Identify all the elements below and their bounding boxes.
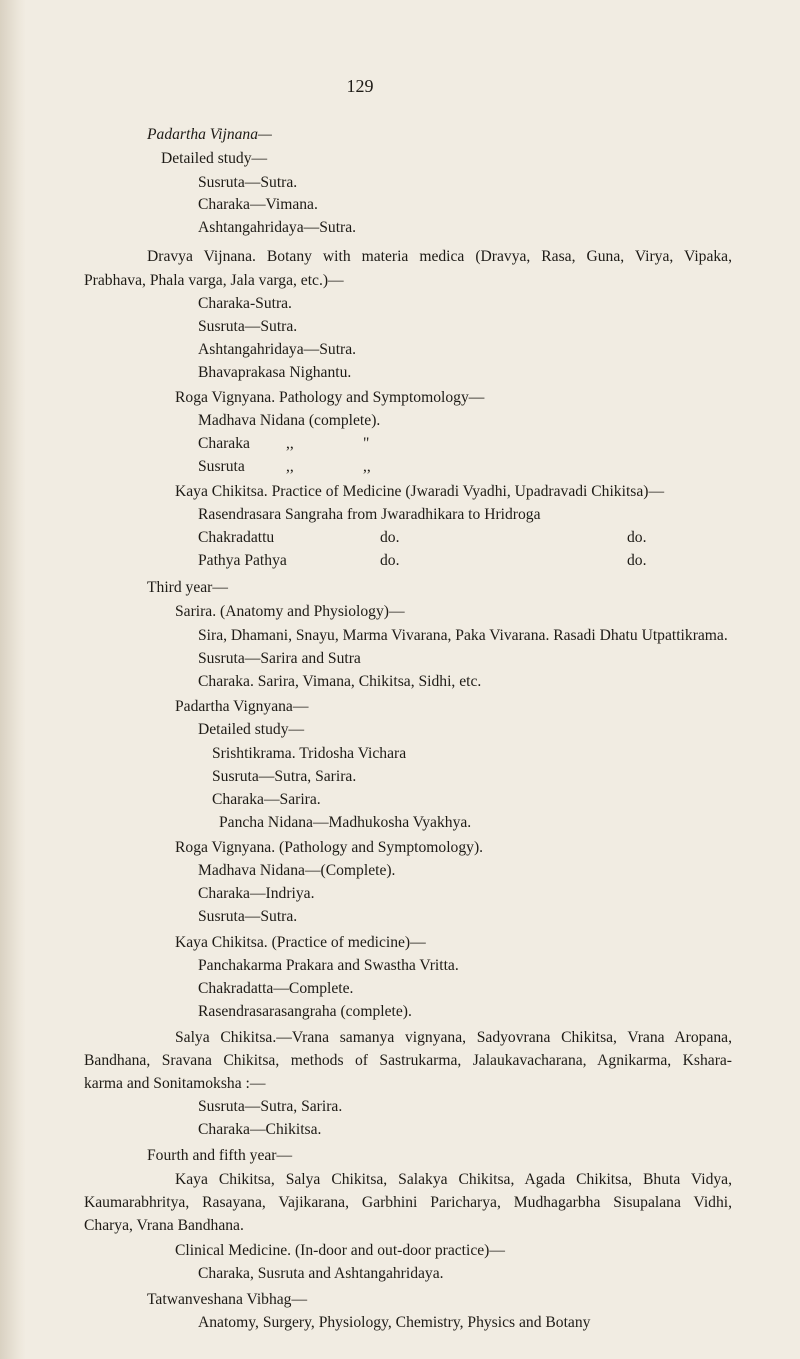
text-line: Kaya Chikitsa, Salya Chikitsa, Salakya Chikitsa, Agada Chikitsa, Bhuta Vidya,	[175, 1171, 732, 1188]
text-line: Ashtangahridaya—Sutra.	[198, 341, 357, 358]
text-line: Kaya Chikitsa. (Practice of medicine)—	[175, 934, 426, 951]
text-line: Madhava Nidana—(Complete).	[198, 862, 396, 879]
ditto-mark: ,,	[286, 435, 294, 452]
text-line: Susruta—Sutra.	[198, 318, 298, 335]
text-line: Third year—	[147, 579, 228, 596]
text-line: Salya Chikitsa.—Vrana samanya vignyana, Sadyovrana Chikitsa, Vrana Aropana,	[175, 1029, 732, 1046]
text-line: Padartha Vijnana—	[147, 126, 272, 143]
text-line: Susruta—Sutra, Sarira.	[198, 1098, 343, 1115]
text-line: Sira, Dhamani, Snayu, Marma Vivarana, Paka Vivarana. Rasadi Dhatu Utpattikrama.	[198, 627, 728, 644]
ditto-do: do.	[380, 529, 400, 546]
page-number: 129	[346, 76, 374, 96]
ditto-mark: ,,	[363, 458, 371, 475]
text-line: Pathya Pathya	[198, 552, 287, 569]
text-line: Madhava Nidana (complete).	[198, 412, 381, 429]
text-line: Chakradatta—Complete.	[198, 980, 354, 997]
text-line: Roga Vignyana. Pathology and Symptomology—	[175, 389, 485, 406]
text-line: Susruta—Sutra.	[198, 174, 298, 191]
text-line: Charaka. Sarira, Vimana, Chikitsa, Sidhi, etc.	[198, 673, 482, 690]
text-line: Clinical Medicine. (In-door and out-door practice)—	[175, 1242, 505, 1259]
text-line: Bhavaprakasa Nighantu.	[198, 364, 352, 381]
text-line: Susruta—Sutra, Sarira.	[212, 768, 357, 785]
text-line: Ashtangahridaya—Sutra.	[198, 219, 357, 236]
text-line: karma and Sonitamoksha :—	[84, 1075, 266, 1092]
text-line: Chakradattu	[198, 529, 275, 546]
text-line: Charaka—Chikitsa.	[198, 1121, 322, 1138]
text-line: Pancha Nidana—Madhukosha Vyakhya.	[219, 814, 472, 831]
text-line: Dravya Vijnana. Botany with materia medica (Dravya, Rasa, Guna, Virya, Vipaka,	[147, 248, 732, 265]
text-line: Prabhava, Phala varga, Jala varga, etc.)—	[84, 272, 344, 289]
text-line: Panchakarma Prakara and Swastha Vritta.	[198, 957, 459, 974]
text-line: Susruta—Sarira and Sutra	[198, 650, 361, 667]
text-line: Susruta	[198, 458, 245, 475]
ditto-do: do.	[380, 552, 400, 569]
text-line: Bandhana, Sravana Chikitsa, methods of Sastrukarma, Jalaukavacharana, Agnikarma, Kshara-	[84, 1052, 732, 1069]
text-line: Tatwanveshana Vibhag—	[147, 1291, 308, 1308]
text-line: Charaka-Sutra.	[198, 295, 292, 312]
text-line: Charya, Vrana Bandhana.	[84, 1217, 244, 1234]
text-line: Padartha Vignyana—	[175, 698, 309, 715]
text-line: Susruta—Sutra.	[198, 908, 298, 925]
text-line: Fourth and fifth year—	[147, 1147, 293, 1164]
text-line: Charaka	[198, 435, 250, 452]
text-line: Srishtikrama. Tridosha Vichara	[212, 745, 407, 762]
ditto-mark: "	[363, 435, 370, 452]
text-line: Detailed study—	[198, 721, 305, 738]
text-line: Kaya Chikitsa. Practice of Medicine (Jwaradi Vyadhi, Upadravadi Chikitsa)—	[175, 483, 665, 500]
text-line: Charaka, Susruta and Ashtangahridaya.	[198, 1265, 444, 1282]
text-line: Rasendrasara Sangraha from Jwaradhikara to Hridroga	[198, 506, 541, 523]
text-line: Roga Vignyana. (Pathology and Symptomology).	[175, 839, 484, 856]
text-line: Charaka—Sarira.	[212, 791, 321, 808]
ditto-mark: ,,	[286, 458, 294, 475]
text-line: Charaka—Indriya.	[198, 885, 315, 902]
text-line: Anatomy, Surgery, Physiology, Chemistry, Physics and Botany	[198, 1314, 591, 1331]
ditto-do: do.	[627, 529, 647, 546]
text-line: Charaka—Vimana.	[198, 196, 318, 213]
ditto-do: do.	[627, 552, 647, 569]
text-line: Kaumarabhritya, Rasayana, Vajikarana, Garbhini Paricharya, Mudhagarbha Sisupalana Vidhi,	[84, 1194, 732, 1211]
text-line: Sarira. (Anatomy and Physiology)—	[175, 603, 405, 620]
text-line: Detailed study—	[161, 150, 268, 167]
text-line: Rasendrasarasangraha (complete).	[198, 1003, 412, 1020]
page-edge-shadow	[0, 0, 26, 1359]
